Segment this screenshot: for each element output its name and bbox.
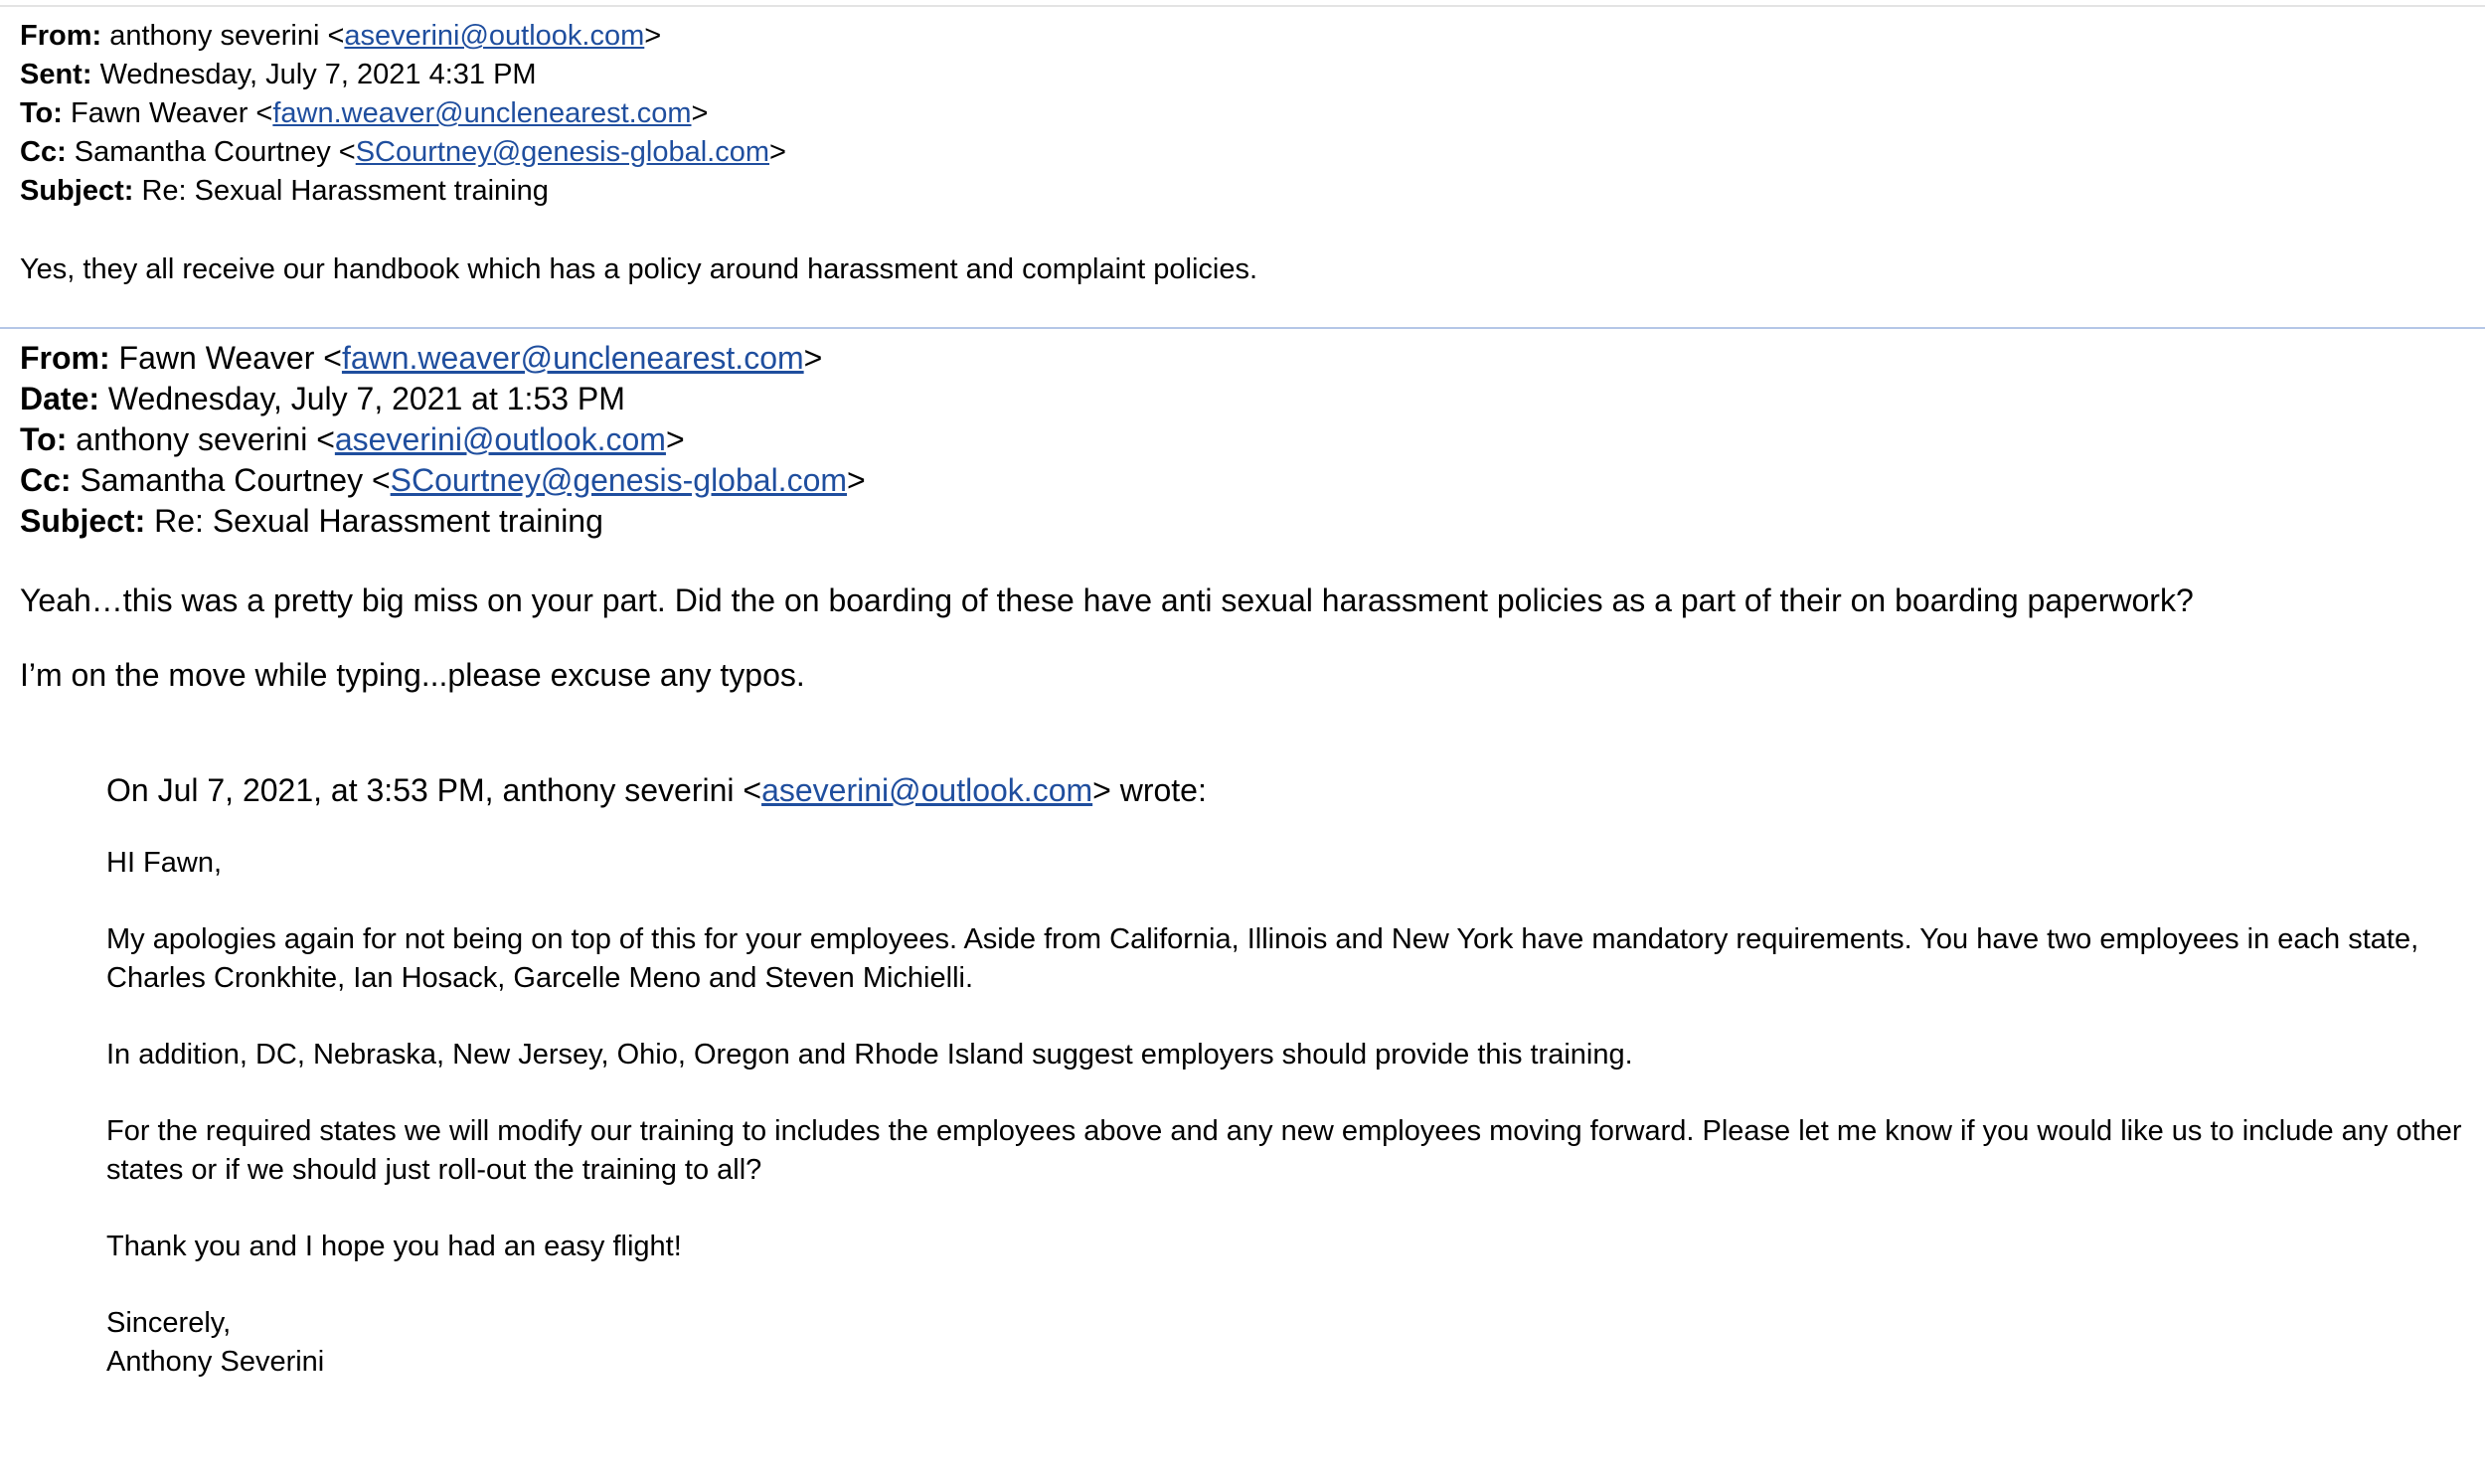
prev-subject-line <box>20 501 603 542</box>
quoted-paragraph-2: In addition, DC, Nebraska, New Jersey, Ohio, Oregon and Rhode Island suggest employers should provide this training. <box>106 1039 1633 1071</box>
from-label: From: <box>20 20 102 52</box>
sent-label: Sent: <box>20 59 92 90</box>
top-divider <box>0 5 2485 7</box>
date-value: Wednesday, July 7, 2021 at 1:53 PM <box>107 381 625 416</box>
latest-sent-line <box>20 56 537 94</box>
prev-to-line: To: anthony severini <aseverini@outlook.com> <box>20 421 685 457</box>
prev-body-line-2: I’m on the move while typing...please excuse any typos. <box>20 657 805 693</box>
message-divider <box>0 327 2485 329</box>
latest-cc-line: Cc: Samantha Courtney <SCourtney@genesis-global.com> <box>20 136 786 168</box>
prev-date-line <box>20 379 625 419</box>
sent-value: Wednesday, July 7, 2021 4:31 PM <box>99 59 537 90</box>
to-label: To: <box>20 421 68 457</box>
quoted-paragraph-1: My apologies again for not being on top of this for your employees. Aside from California, Illinois and New York have mandatory requirements. You have two employees in each state, Charles Cronkhite, Ian Hosack, Garcelle Meno and Steven Michielli. <box>106 923 2419 994</box>
cc-email-link[interactable]: SCourtney@genesis-global.com <box>390 462 848 498</box>
from-email-link[interactable]: aseverini@outlook.com <box>344 20 645 52</box>
quoted-closing: Sincerely, <box>106 1307 232 1339</box>
prev-from-line: From: Fawn Weaver <fawn.weaver@unclenearest.com> <box>20 340 823 376</box>
to-email-link[interactable]: fawn.weaver@unclenearest.com <box>272 97 692 129</box>
from-name: anthony severini < <box>109 20 345 52</box>
prev-body-line-1: Yeah…this was a pretty big miss on your part. Did the on boarding of these have anti sexual harassment policies as a part of their on boarding paperwork? <box>20 582 2194 618</box>
quoted-signature: Anthony Severini <box>106 1346 325 1378</box>
prev-cc-line: Cc: Samantha Courtney <SCourtney@genesis-global.com> <box>20 462 866 498</box>
to-email-link[interactable]: aseverini@outlook.com <box>334 421 666 457</box>
quoted-message <box>106 770 2462 1382</box>
from-label: From: <box>20 340 110 376</box>
subject-value: Re: Sexual Harassment training <box>154 503 603 539</box>
to-name: Fawn Weaver < <box>71 97 273 129</box>
latest-from-line: From: anthony severini <aseverini@outlook.com> <box>20 20 662 52</box>
latest-to-line: To: Fawn Weaver <fawn.weaver@unclenearest.com> <box>20 97 709 129</box>
to-label: To: <box>20 97 63 129</box>
from-name: Fawn Weaver < <box>118 340 342 376</box>
to-name: anthony severini < <box>76 421 335 457</box>
quoted-intro: On Jul 7, 2021, at 3:53 PM, anthony severini <aseverini@outlook.com> wrote: <box>106 772 1207 808</box>
cc-label: Cc: <box>20 136 67 168</box>
cc-email-link[interactable]: SCourtney@genesis-global.com <box>355 136 770 168</box>
quoted-paragraph-4: Thank you and I hope you had an easy flight! <box>106 1231 682 1262</box>
subject-value: Re: Sexual Harassment training <box>141 175 549 207</box>
from-email-link[interactable]: fawn.weaver@unclenearest.com <box>341 340 804 376</box>
subject-label: Subject: <box>20 175 134 207</box>
cc-label: Cc: <box>20 462 72 498</box>
cc-name: Samantha Courtney < <box>80 462 391 498</box>
quoted-greeting: HI Fawn, <box>106 847 223 879</box>
latest-subject-line <box>20 172 549 211</box>
cc-name: Samantha Courtney < <box>74 136 356 168</box>
latest-body: Yes, they all receive our handbook which has a policy around harassment and complaint policies. <box>20 253 1258 285</box>
quoted-paragraph-3: For the required states we will modify our training to includes the employees above and any new employees moving forward. Please let me know if you would like us to include any other states or if we should just roll-out the training to all? <box>106 1115 2462 1186</box>
quoted-email-link[interactable]: aseverini@outlook.com <box>761 772 1093 808</box>
date-label: Date: <box>20 381 100 416</box>
subject-label: Subject: <box>20 503 146 539</box>
